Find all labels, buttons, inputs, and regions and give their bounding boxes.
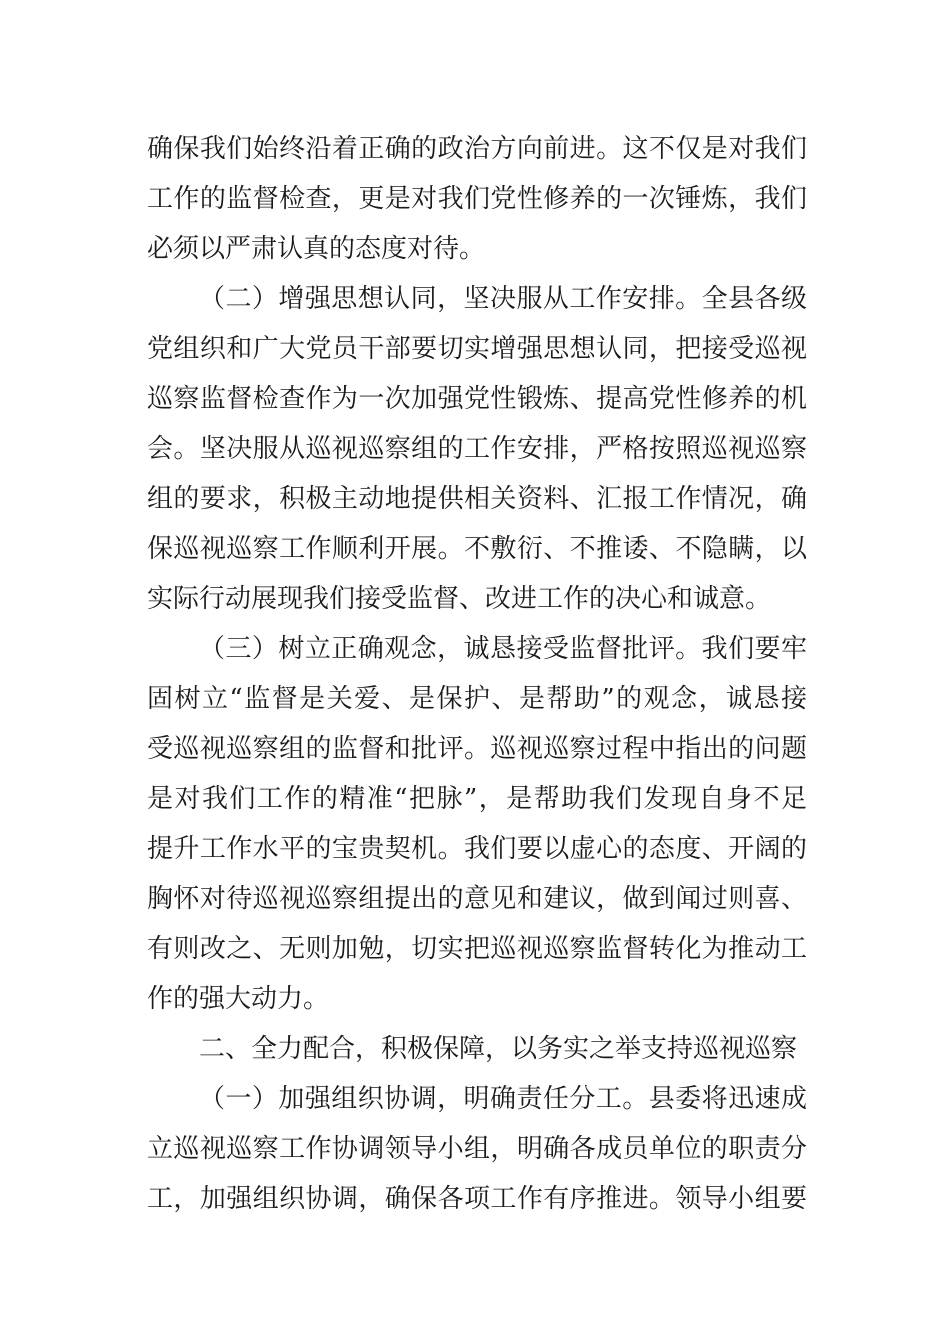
text-line-2: 工作的监督检查，更是对我们党性修养的一次锤炼，我们 xyxy=(147,184,807,214)
text-line-6: 巡察监督检查作为一次加强党性锻炼、提高党性修养的机 xyxy=(147,384,807,414)
section-heading-2-1: （一）加强组织协调，明确责任分工。县委将迅速成 xyxy=(199,1084,807,1114)
section-heading-2: （二）增强思想认同，坚决服从工作安排。全县各级 xyxy=(199,284,807,314)
text-line-12: 固树立“监督是关爱、是保护、是帮助”的观念，诚恳接 xyxy=(147,684,807,714)
text-line-8: 组的要求，积极主动地提供相关资料、汇报工作情况，确 xyxy=(147,484,807,514)
text-line-3: 必须以严肃认真的态度对待。 xyxy=(147,234,486,264)
section-heading-3: （三）树立正确观念，诚恳接受监督批评。我们要牢 xyxy=(199,634,807,664)
text-line-22: 工，加强组织协调，确保各项工作有序推进。领导小组要 xyxy=(147,1184,807,1214)
text-line-14: 是对我们工作的精准“把脉”，是帮助我们发现自身不足 xyxy=(147,784,807,814)
text-line-7: 会。坚决服从巡视巡察组的工作安排，严格按照巡视巡察 xyxy=(147,434,807,464)
text-line-18: 作的强大动力。 xyxy=(147,984,330,1014)
text-line-16: 胸怀对待巡视巡察组提出的意见和建议，做到闻过则喜、 xyxy=(147,884,807,914)
text-line-5: 党组织和广大党员干部要切实增强思想认同，把接受巡视 xyxy=(147,334,807,364)
text-line-13: 受巡视巡察组的监督和批评。巡视巡察过程中指出的问题 xyxy=(147,734,807,764)
text-line-9: 保巡视巡察工作顺利开展。不敷衍、不推诿、不隐瞒，以 xyxy=(147,534,807,564)
text-line-15: 提升工作水平的宝贵契机。我们要以虚心的态度、开阔的 xyxy=(147,834,807,864)
text-line-10: 实际行动展现我们接受监督、改进工作的决心和诚意。 xyxy=(147,584,772,614)
chapter-heading-2: 二、全力配合，积极保障，以务实之举支持巡视巡察 xyxy=(199,1034,798,1064)
text-line-21: 立巡视巡察工作协调领导小组，明确各成员单位的职责分 xyxy=(147,1134,807,1164)
text-line-17: 有则改之、无则加勉，切实把巡视巡察监督转化为推动工 xyxy=(147,934,807,964)
text-line-1: 确保我们始终沿着正确的政治方向前进。这不仅是对我们 xyxy=(147,134,807,164)
